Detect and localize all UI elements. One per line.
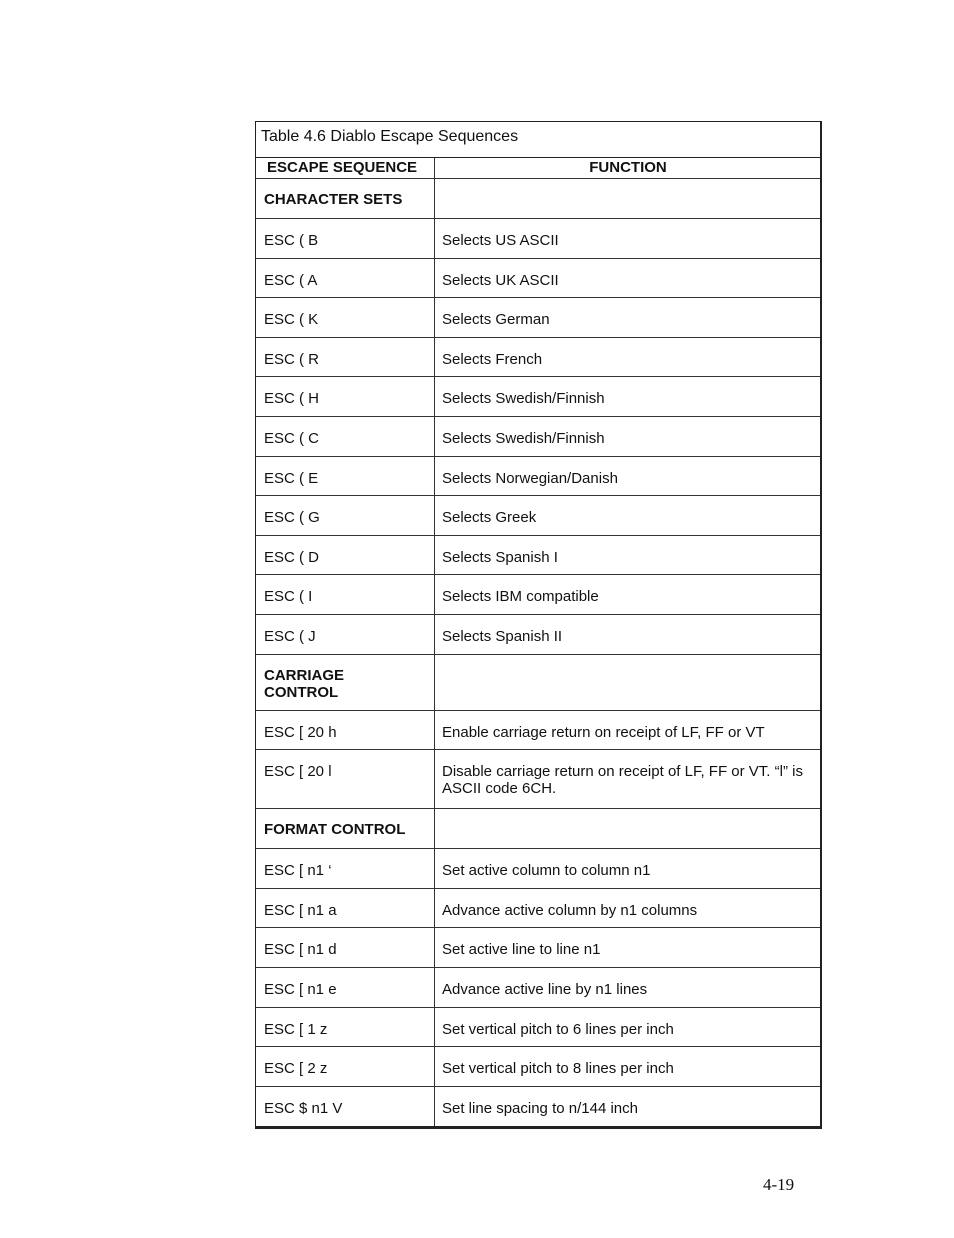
- function-cell: Selects German: [442, 311, 550, 329]
- table-row: [256, 298, 820, 338]
- function-cell: Set active column to column n1: [442, 862, 651, 880]
- table-row: [256, 615, 820, 655]
- column-header-function: FUNCTION: [589, 159, 667, 176]
- escape-sequence-table: [255, 121, 822, 1129]
- function-cell: Selects Spanish I: [442, 548, 558, 566]
- escape-sequence-cell: ESC [ n1 a: [256, 889, 435, 928]
- function-cell: Selects IBM compatible: [442, 588, 599, 606]
- table-row: [256, 496, 820, 536]
- escape-sequence-cell: ESC ( D: [256, 536, 435, 575]
- table-row: [256, 219, 820, 259]
- escape-sequence-cell: ESC ( B: [256, 219, 435, 258]
- function-cell: Selects Greek: [442, 509, 537, 527]
- table-row: [256, 928, 820, 968]
- escape-sequence-cell: ESC [ n1 e: [256, 968, 435, 1007]
- escape-sequence-cell: ESC ( R: [256, 338, 435, 377]
- function-cell: Set vertical pitch to 6 lines per inch: [442, 1020, 674, 1038]
- escape-sequence-cell: ESC $ n1 V: [256, 1087, 435, 1127]
- escape-sequence-cell: ESC ( J: [256, 615, 435, 654]
- table-header-row: [256, 158, 820, 179]
- table-row: [256, 1047, 820, 1087]
- function-cell: Disable carriage return on receipt of LF, FF or VT. “l” is ASCII code 6CH.: [442, 763, 803, 798]
- table-caption: Table 4.6 Diablo Escape Sequences: [256, 122, 820, 158]
- escape-sequence-cell: ESC ( E: [256, 457, 435, 496]
- escape-sequence-cell: ESC ( H: [256, 377, 435, 416]
- escape-sequence-cell: ESC ( C: [256, 417, 435, 456]
- section-header-character-sets: [256, 179, 820, 219]
- escape-sequence-cell: ESC [ 20 l: [256, 750, 435, 808]
- section-header-format-control: [256, 809, 820, 849]
- table-row: [256, 968, 820, 1008]
- section-title: FORMAT CONTROL: [256, 809, 435, 848]
- table-row: [256, 536, 820, 576]
- page-number: 4-19: [763, 1175, 795, 1194]
- table-row: [256, 711, 820, 751]
- function-cell: Set line spacing to n/144 inch: [442, 1099, 638, 1117]
- escape-sequence-cell: ESC [ n1 d: [256, 928, 435, 967]
- escape-sequence-cell: ESC [ n1 ‘: [256, 849, 435, 888]
- escape-sequence-cell: ESC ( A: [256, 259, 435, 298]
- function-cell: Selects French: [442, 350, 543, 368]
- table-row: [256, 889, 820, 929]
- table-row: [256, 575, 820, 615]
- escape-sequence-cell: ESC ( I: [256, 575, 435, 614]
- escape-sequence-cell: ESC [ 2 z: [256, 1047, 435, 1086]
- function-cell: Advance active line by n1 lines: [442, 980, 648, 998]
- table-row: [256, 849, 820, 889]
- function-cell: Selects Spanish II: [442, 627, 563, 645]
- function-cell: Selects UK ASCII: [442, 271, 559, 289]
- section-title: CHARACTER SETS: [256, 179, 435, 218]
- table-row: [256, 750, 820, 809]
- section-header-carriage-control: [256, 655, 820, 711]
- table-row: [256, 1008, 820, 1048]
- table-row: [256, 377, 820, 417]
- function-cell: Selects Swedish/Finnish: [442, 429, 605, 447]
- escape-sequence-cell: ESC ( K: [256, 298, 435, 337]
- function-cell: Set active line to line n1: [442, 941, 601, 959]
- section-title: CARRIAGE CONTROL: [256, 655, 435, 710]
- function-cell: Selects US ASCII: [442, 232, 559, 249]
- function-cell: Enable carriage return on receipt of LF, FF or VT: [442, 723, 765, 741]
- function-cell: Selects Swedish/Finnish: [442, 390, 605, 408]
- table-row: [256, 417, 820, 457]
- table-row: [256, 338, 820, 378]
- escape-sequence-cell: ESC ( G: [256, 496, 435, 535]
- function-cell: Advance active column by n1 columns: [442, 901, 698, 919]
- table-row: [256, 1087, 820, 1127]
- escape-sequence-cell: ESC [ 20 h: [256, 711, 435, 750]
- escape-sequence-cell: ESC [ 1 z: [256, 1008, 435, 1047]
- table-row: [256, 457, 820, 497]
- function-cell: Selects Norwegian/Danish: [442, 469, 618, 487]
- function-cell: Set vertical pitch to 8 lines per inch: [442, 1060, 674, 1078]
- column-header-escape-sequence: ESCAPE SEQUENCE: [256, 158, 435, 178]
- table-row: [256, 259, 820, 299]
